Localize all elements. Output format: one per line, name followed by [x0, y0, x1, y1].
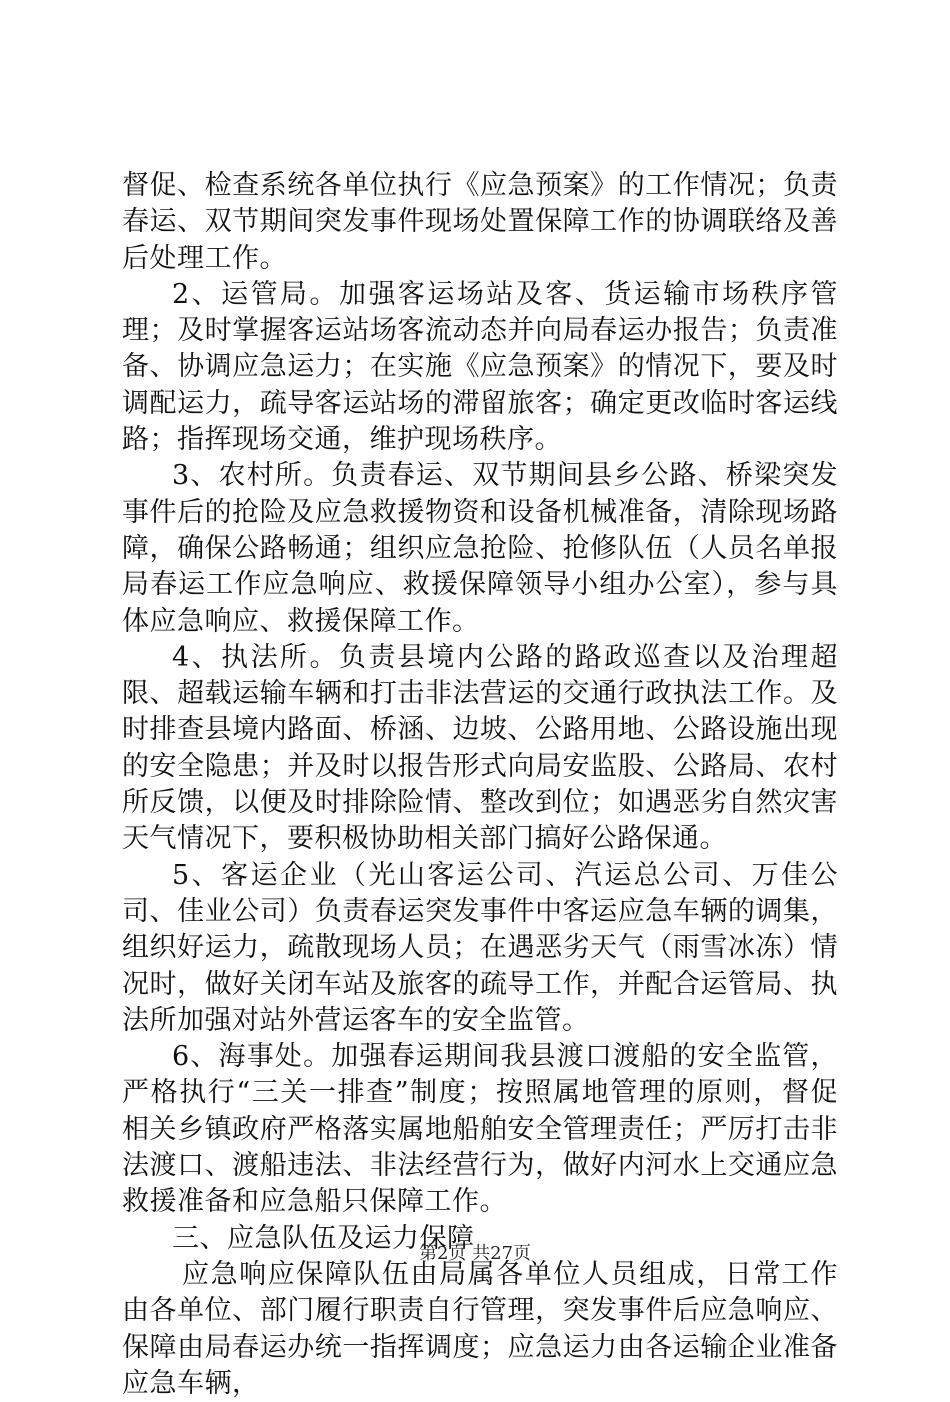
paragraph-item-5-passenger-companies: 5、客运企业（光山客运公司、汽运总公司、万佳公司、佳业公司）负责春运突发事件中客运应急车辆的调集，组织好运力，疏散现场人员；在遇恶劣天气（雨雪冰冻）情况时，做好关闭车站及旅客的疏导工作，并配合运管局、执法所加强对站外营运客车的安全监管。: [122, 859, 838, 1036]
paragraph-item-2-transport-bureau: 2、运管局。加强客运场站及客、货运输市场秩序管理；及时掌握客运站场客流动态并向局春运办报告；负责准备、协调应急运力；在实施《应急预案》的情况下，要及时调配运力，疏导客运站场的滞留旅客；确定更改临时客运线路；指挥现场交通，维护现场秩序。: [122, 278, 838, 456]
paragraph-item-4-law-enforcement: 4、执法所。负责县境内公路的路政巡查以及治理超限、超载运输车辆和打击非法营运的交通行政执法工作。及时排查县境内路面、桥涵、边坡、公路用地、公路设施出现的安全隐患；并及时以报告形式向局安监股、公路局、农村所反馈，以便及时排除险情、整改到位；如遇恶劣自然灾害天气情况下，要积极协助相关部门搞好公路保通。: [122, 641, 838, 855]
page-number-footer: 第2页 共27页: [418, 1243, 532, 1264]
document-body: [122, 168, 838, 1402]
section-heading: 三、应急队伍及运力保障: [172, 1222, 475, 1254]
paragraph-item-6-maritime-office: 6、海事处。加强春运期间我县渡口渡船的安全监管，严格执行“三关一排查”制度；按照属地管理的原则，督促相关乡镇政府严格落实属地船舶安全管理责任；严厉打击非法渡口、渡船违法、非法经营行为，做好内河水上交通应急救援准备和应急船只保障工作。: [122, 1041, 838, 1218]
paragraph-emergency-team: 应急响应保障队伍由局属各单位人员组成，日常工作由各单位、部门履行职责自行管理，突发事件后应急响应、保障由局春运办统一指挥调度；应急运力由各运输企业准备应急车辆，: [122, 1258, 838, 1399]
paragraph-item-3-rural-office: 3、农村所。负责春运、双节期间县乡公路、桥梁突发事件后的抢险及应急救援物资和设备机械准备，清除现场路障，确保公路畅通；组织应急抢险、抢修队伍（人员名单报局春运工作应急响应、救援保障领导小组办公室），参与具体应急响应、救援保障工作。: [122, 460, 838, 637]
paragraph-continuation: 督促、检查系统各单位执行《应急预案》的工作情况；负责春运、双节期间突发事件现场处置保障工作的协调联络及善后处理工作。: [122, 170, 838, 274]
